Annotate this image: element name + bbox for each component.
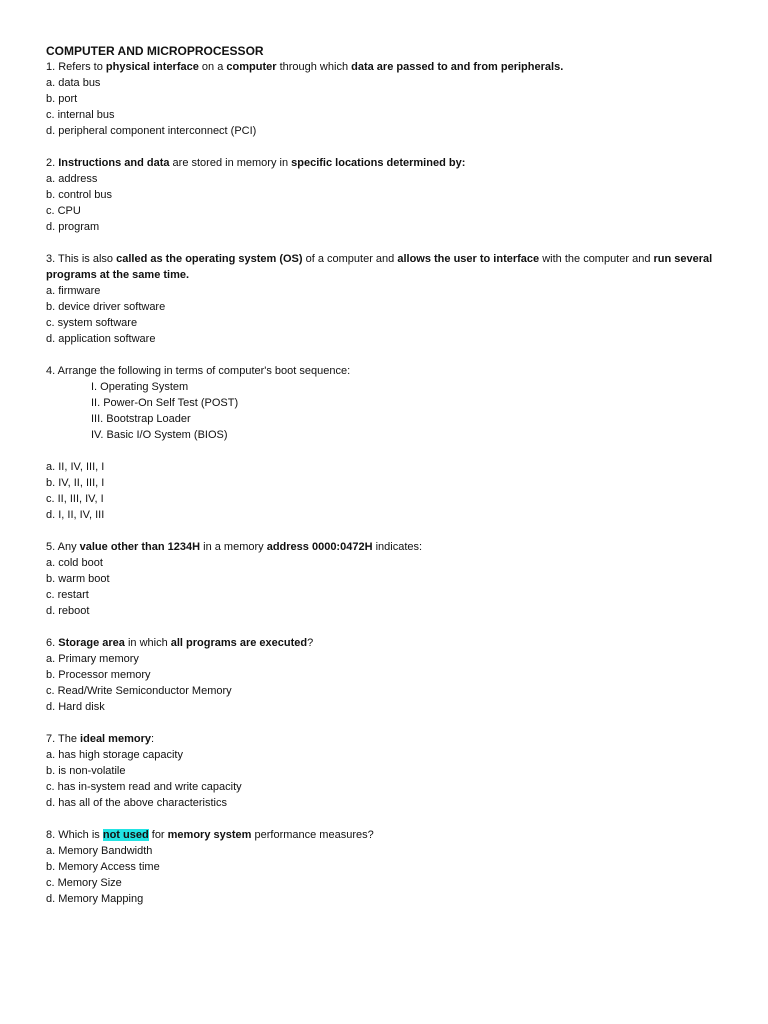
bold-text: Instructions and data <box>58 157 170 169</box>
answer-option: a. Memory Bandwidth <box>46 845 153 857</box>
answer-option: b. is non-volatile <box>46 765 126 777</box>
question-block <box>46 635 726 715</box>
text-span: performance measures? <box>251 829 374 841</box>
question-text <box>46 827 726 843</box>
bold-text: memory system <box>167 829 252 841</box>
bold-text: run several programs at the same time. <box>46 253 713 281</box>
text-span: through which <box>276 61 352 73</box>
text-span: with the computer and <box>539 253 654 265</box>
sequence-item: IV. Basic I/O System (BIOS) <box>91 429 228 441</box>
text-span: 4. Arrange the following in terms of computer's boot sequence: <box>46 365 351 377</box>
question-text <box>46 251 726 283</box>
bold-text: physical interface <box>105 61 199 73</box>
text-span: are stored in memory in <box>169 157 292 169</box>
answer-option: d. peripheral component interconnect (PCI) <box>46 125 257 137</box>
question-text <box>46 635 726 651</box>
answer-option: b. warm boot <box>46 573 110 585</box>
text-span: : <box>150 733 155 745</box>
bold-text: allows the user to interface <box>397 253 540 265</box>
sequence-item: II. Power-On Self Test (POST) <box>91 397 239 409</box>
bold-text: ideal memory <box>80 733 151 745</box>
text-span: in a memory <box>200 541 267 553</box>
bold-text: specific locations determined by: <box>291 157 466 169</box>
answer-option: d. application software <box>46 333 156 345</box>
answer-option: b. port <box>46 93 78 105</box>
text-span: 5. Any <box>46 541 80 553</box>
answer-option: a. has high storage capacity <box>46 749 183 761</box>
question-text <box>46 59 726 75</box>
question-text <box>46 363 726 379</box>
answer-option: a. cold boot <box>46 557 103 569</box>
answer-option: c. internal bus <box>46 109 115 121</box>
answer-option: d. has all of the above characteristics <box>46 797 227 809</box>
answer-option: d. reboot <box>46 605 90 617</box>
bold-text: all programs are executed <box>170 637 308 649</box>
question-text <box>46 731 726 747</box>
bold-text: called as the operating system (OS) <box>116 253 303 265</box>
answer-option: c. restart <box>46 589 89 601</box>
question-block <box>46 363 726 523</box>
text-span: in which <box>124 637 171 649</box>
question-block <box>46 251 726 347</box>
answer-option: b. Memory Access time <box>46 861 160 873</box>
answer-option: b. IV, II, III, I <box>46 477 105 489</box>
answer-option: a. II, IV, III, I <box>46 461 105 473</box>
text-span: 1. Refers to <box>46 61 106 73</box>
answer-option: a. Primary memory <box>46 653 139 665</box>
answer-option: d. Hard disk <box>46 701 105 713</box>
text-span: on a <box>198 61 227 73</box>
question-list <box>46 59 726 907</box>
text-span: 7. The <box>46 733 81 745</box>
text-span: 3. This is also <box>46 253 117 265</box>
question-text <box>46 539 726 555</box>
bold-text: address 0000:0472H <box>266 541 373 553</box>
question-block <box>46 539 726 619</box>
bold-text: computer <box>226 61 277 73</box>
question-block <box>46 155 726 235</box>
answer-option: a. address <box>46 173 98 185</box>
answer-option: c. system software <box>46 317 138 329</box>
answer-option: d. program <box>46 221 100 233</box>
bold-text: data are passed to and from peripherals. <box>351 61 564 73</box>
answer-option: b. device driver software <box>46 301 166 313</box>
highlighted-text: not used <box>102 829 149 841</box>
document-title: COMPUTER AND MICROPROCESSOR <box>46 44 264 58</box>
answer-option: b. control bus <box>46 189 113 201</box>
question-text <box>46 155 726 171</box>
sequence-item: III. Bootstrap Loader <box>91 413 191 425</box>
spacer <box>46 443 726 459</box>
text-span: of a computer and <box>302 253 398 265</box>
answer-option: d. Memory Mapping <box>46 893 144 905</box>
text-span: 6. <box>46 637 59 649</box>
document-page <box>46 43 726 907</box>
answer-option: a. firmware <box>46 285 101 297</box>
answer-option: c. has in-system read and write capacity <box>46 781 242 793</box>
text-span: 8. Which is <box>46 829 103 841</box>
answer-option: c. II, III, IV, I <box>46 493 104 505</box>
text-span: ? <box>307 637 314 649</box>
bold-text: Storage area <box>58 637 125 649</box>
answer-option: c. CPU <box>46 205 81 217</box>
question-block <box>46 827 726 907</box>
answer-option: b. Processor memory <box>46 669 151 681</box>
bold-text: value other than 1234H <box>79 541 201 553</box>
question-block <box>46 731 726 811</box>
text-span: 2. <box>46 157 59 169</box>
answer-option: c. Read/Write Semiconductor Memory <box>46 685 232 697</box>
question-block <box>46 59 726 139</box>
text-span: for <box>148 829 168 841</box>
text-span: indicates: <box>372 541 423 553</box>
answer-option: c. Memory Size <box>46 877 122 889</box>
answer-option: d. I, II, IV, III <box>46 509 105 521</box>
sequence-item: I. Operating System <box>91 381 189 393</box>
answer-option: a. data bus <box>46 77 101 89</box>
